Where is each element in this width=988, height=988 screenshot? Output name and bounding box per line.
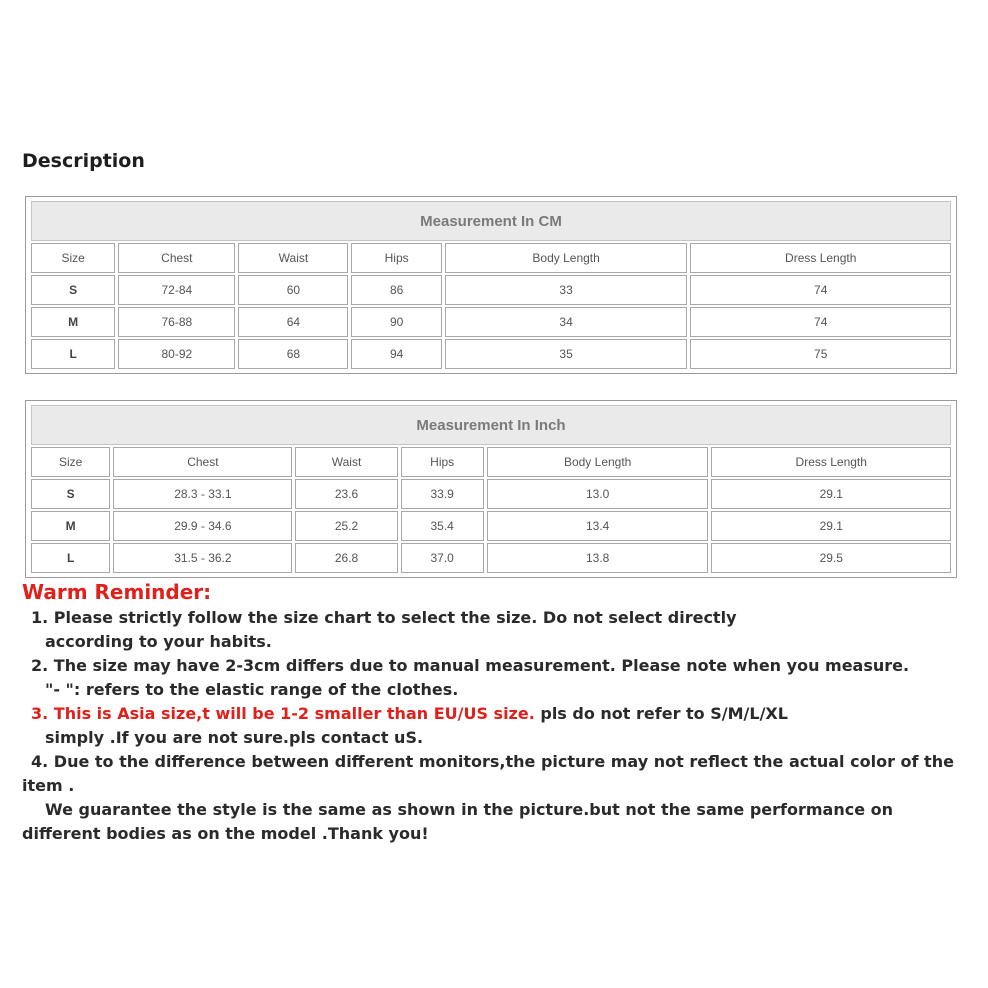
column-header: Waist bbox=[238, 243, 348, 273]
reminder-line: 4. Due to the difference between different monitors,the picture may not reflect the actual color of the bbox=[31, 752, 954, 771]
table-row bbox=[31, 307, 951, 337]
size-table-cm bbox=[25, 196, 957, 374]
table-cell: 33.9 bbox=[401, 479, 484, 509]
reminder-line: We guarantee the style is the same as shown in the picture.but not the same performance on bbox=[45, 800, 894, 819]
table-row bbox=[31, 543, 951, 573]
table-cell: M bbox=[31, 307, 115, 337]
table-header-row bbox=[31, 243, 951, 273]
reminder-line: 1. Please strictly follow the size chart to select the size. Do not select directly bbox=[31, 608, 737, 627]
column-header: Dress Length bbox=[711, 447, 951, 477]
table-cell: 13.4 bbox=[487, 511, 709, 541]
table-cell: 25.2 bbox=[295, 511, 397, 541]
table-cell: 68 bbox=[238, 339, 348, 369]
table-cell: 29.1 bbox=[711, 479, 951, 509]
column-header: Hips bbox=[401, 447, 484, 477]
table-cell: 37.0 bbox=[401, 543, 484, 573]
table-cell: 60 bbox=[238, 275, 348, 305]
column-header: Body Length bbox=[487, 447, 709, 477]
table-cell: 29.1 bbox=[711, 511, 951, 541]
table-cell: 90 bbox=[351, 307, 441, 337]
table-caption-row bbox=[31, 201, 951, 241]
column-header: Size bbox=[31, 447, 110, 477]
table-cell: 86 bbox=[351, 275, 441, 305]
asia-size-warning: 3. This is Asia size,t will be 1-2 smaller than EU/US size. bbox=[31, 704, 535, 723]
reminder-line: different bodies as on the model .Thank you! bbox=[22, 824, 429, 843]
table-cell: 33 bbox=[445, 275, 688, 305]
table-cell: 26.8 bbox=[295, 543, 397, 573]
table-cell: 31.5 - 36.2 bbox=[113, 543, 292, 573]
column-header: Chest bbox=[118, 243, 235, 273]
table-cell: L bbox=[31, 543, 110, 573]
table-cell: 13.0 bbox=[487, 479, 709, 509]
table-cell: 35.4 bbox=[401, 511, 484, 541]
table-caption: Measurement In Inch bbox=[31, 405, 951, 445]
table-caption: Measurement In CM bbox=[31, 201, 951, 241]
reminder-line: according to your habits. bbox=[45, 632, 272, 651]
table-row bbox=[31, 339, 951, 369]
reminder-text: pls do not refer to S/M/L/XL bbox=[534, 704, 788, 723]
table-cell: 80-92 bbox=[118, 339, 235, 369]
reminder-title: Warm Reminder: bbox=[22, 580, 212, 604]
reminder-line: simply .If you are not sure.pls contact uS. bbox=[45, 728, 424, 747]
table-cell: S bbox=[31, 275, 115, 305]
table-cell: 64 bbox=[238, 307, 348, 337]
column-header: Waist bbox=[295, 447, 397, 477]
column-header: Chest bbox=[113, 447, 292, 477]
table-row bbox=[31, 479, 951, 509]
table-cell: 28.3 - 33.1 bbox=[113, 479, 292, 509]
table-cell: S bbox=[31, 479, 110, 509]
table-cell: 94 bbox=[351, 339, 441, 369]
table-header-row bbox=[31, 447, 951, 477]
table-cell: 34 bbox=[445, 307, 688, 337]
description-heading: Description bbox=[22, 150, 145, 172]
column-header: Dress Length bbox=[690, 243, 951, 273]
table-cell: 74 bbox=[690, 307, 951, 337]
table-cell: 35 bbox=[445, 339, 688, 369]
table-cell: M bbox=[31, 511, 110, 541]
reminder-line: 2. The size may have 2-3cm differs due to manual measurement. Please note when you measure. bbox=[31, 656, 910, 675]
column-header: Body Length bbox=[445, 243, 688, 273]
reminder-line: item . bbox=[22, 776, 75, 795]
table-cell: 29.5 bbox=[711, 543, 951, 573]
table-cell: 76-88 bbox=[118, 307, 235, 337]
table-cell: 29.9 - 34.6 bbox=[113, 511, 292, 541]
table-cell: 13.8 bbox=[487, 543, 709, 573]
table-row bbox=[31, 511, 951, 541]
size-table-inch bbox=[25, 400, 957, 578]
table-cell: 72-84 bbox=[118, 275, 235, 305]
table-cell: L bbox=[31, 339, 115, 369]
reminder-line: "- ": refers to the elastic range of the clothes. bbox=[45, 680, 459, 699]
column-header: Hips bbox=[351, 243, 441, 273]
table-caption-row bbox=[31, 405, 951, 445]
reminder-line bbox=[22, 702, 972, 726]
warm-reminder bbox=[22, 578, 972, 846]
table-cell: 75 bbox=[690, 339, 951, 369]
table-row bbox=[31, 275, 951, 305]
column-header: Size bbox=[31, 243, 115, 273]
table-cell: 23.6 bbox=[295, 479, 397, 509]
table-cell: 74 bbox=[690, 275, 951, 305]
